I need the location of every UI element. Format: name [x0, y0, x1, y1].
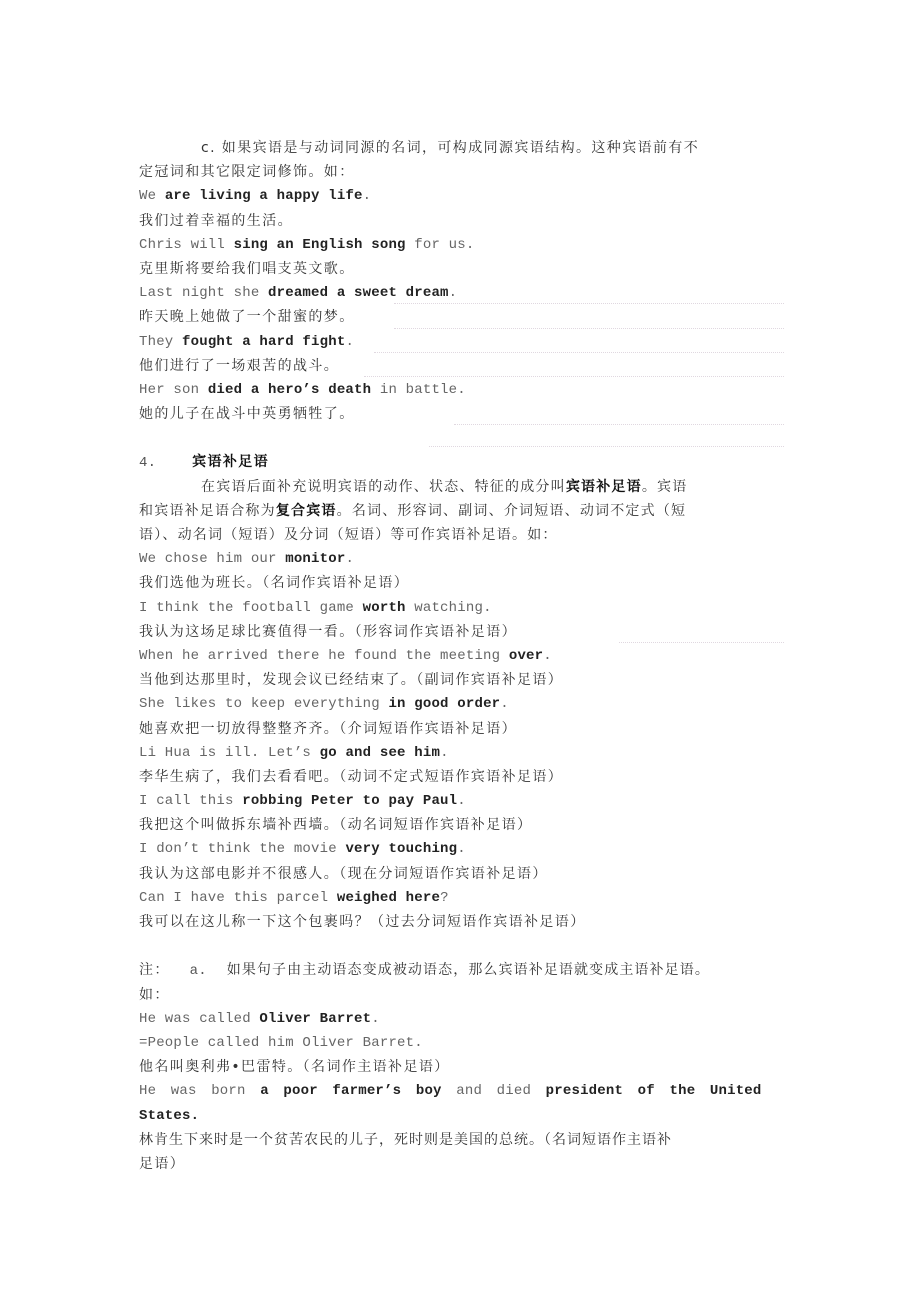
- dotted-rule: [454, 424, 784, 425]
- dotted-rule: [619, 642, 784, 643]
- example-zh: 林肯生下来时是一个贫苦农民的儿子，死时则是美国的总统。（名词短语作主语补: [139, 1131, 672, 1148]
- example-zh: 他们进行了一场艰苦的战斗。: [139, 354, 784, 378]
- note-text: 如果句子由主动语态变成被动语态，那么宾语补足语就变成主语补足语。: [226, 962, 710, 979]
- dotted-rule: [394, 328, 784, 329]
- example-en: Li Hua is ill. Let’s go and see him.: [139, 744, 449, 761]
- note-line-2: 如：: [139, 986, 170, 1003]
- example-zh: 我们过着幸福的生活。: [139, 212, 293, 229]
- dotted-rule: [429, 446, 784, 447]
- example-en: I call this robbing Peter to pay Paul.: [139, 793, 466, 810]
- document-page: [139, 136, 784, 1176]
- example-zh: 她的儿子在战斗中英勇牺牲了。: [139, 402, 784, 426]
- example-en: He was called Oliver Barret.: [139, 1010, 380, 1027]
- section-c-text: c. 如果宾语是与动词同源的名词，可构成同源宾语结构。这种宾语前有不: [201, 140, 700, 156]
- example-en: I think the football game worth watching.: [139, 599, 492, 616]
- example-en: We chose him our monitor.: [139, 551, 355, 568]
- example-en: They fought a hard fight.: [139, 330, 784, 354]
- spacer: [139, 934, 784, 958]
- dotted-rule: [394, 303, 784, 304]
- example-zh: 克里斯将要给我们唱支英文歌。: [139, 260, 355, 277]
- example-zh: 我们选他为班长。（名词作宾语补足语）: [139, 575, 410, 592]
- section-4-intro-2: 和宾语补足语合称为复合宾语。名词、形容词、副词、介词短语、动词不定式（短: [139, 502, 687, 519]
- example-en: I don’t think the movie very touching.: [139, 841, 466, 858]
- section-c-line-1: [139, 136, 784, 160]
- term-highlight: 宾语补足语: [565, 478, 642, 495]
- dotted-rule: [364, 376, 784, 377]
- example-zh: 当他到达那里时，发现会议已经结束了。（副词作宾语补足语）: [139, 672, 564, 689]
- section-heading: [139, 450, 784, 474]
- example-en: Chris will sing an English song for us.: [139, 236, 475, 253]
- example-en: Last night she dreamed a sweet dream.: [139, 281, 784, 305]
- section-number: 4.: [139, 455, 157, 472]
- example-zh: 昨天晚上她做了一个甜蜜的梦。: [139, 305, 784, 329]
- section-4-intro-1: 在宾语后面补充说明宾语的动作、状态、特征的成分叫宾语补足语。宾语: [201, 478, 688, 495]
- section-c-text: 定冠词和其它限定词修饰。如：: [139, 164, 355, 181]
- example-zh: 他名叫奥利弗•巴雷特。（名词作主语补足语）: [139, 1059, 450, 1076]
- section-c-examples: [139, 184, 784, 426]
- example-en: Can I have this parcel weighed here?: [139, 889, 449, 906]
- section-title: 宾语补足语: [192, 454, 270, 471]
- example-en: Her son died a hero’s death in battle.: [139, 381, 466, 398]
- spacer: [139, 426, 784, 450]
- example-zh: 她喜欢把一切放得整整齐齐。（介词短语作宾语补足语）: [139, 720, 517, 737]
- example-en: He was born a poor farmer’s boy and died president of the United: [139, 1083, 762, 1100]
- term-highlight: 复合宾语: [275, 502, 337, 519]
- section-c-line-2: [139, 160, 784, 184]
- example-zh: 我认为这部电影并不很感人。（现在分词短语作宾语补足语）: [139, 865, 548, 882]
- note-line: [139, 958, 784, 982]
- example-zh: 李华生病了，我们去看看吧。（动词不定式短语作宾语补足语）: [139, 768, 564, 785]
- example-en-alt: =People called him Oliver Barret.: [139, 1034, 423, 1051]
- example-en: When he arrived there he found the meeting over.: [139, 647, 552, 664]
- note-item-marker: a.: [189, 963, 207, 980]
- example-zh: 我可以在这儿称一下这个包裹吗？（过去分词短语作宾语补足语）: [139, 914, 586, 930]
- example-en: We are living a happy life.: [139, 188, 372, 205]
- section-4-examples: [139, 547, 784, 934]
- example-zh-cont: 足语）: [139, 1155, 186, 1172]
- section-4-intro-3: 语）、动名词（短语）及分词（短语）等可作宾语补足语。如：: [139, 527, 558, 543]
- example-en: She likes to keep everything in good order.: [139, 696, 509, 713]
- note-label: 注：: [139, 962, 170, 979]
- dotted-rule: [374, 352, 784, 353]
- example-zh: 我认为这场足球比赛值得一看。（形容词作宾语补足语）: [139, 620, 784, 644]
- example-en-cont: States.: [139, 1107, 200, 1124]
- example-zh: 我把这个叫做拆东墙补西墙。（动名词短语作宾语补足语）: [139, 817, 533, 834]
